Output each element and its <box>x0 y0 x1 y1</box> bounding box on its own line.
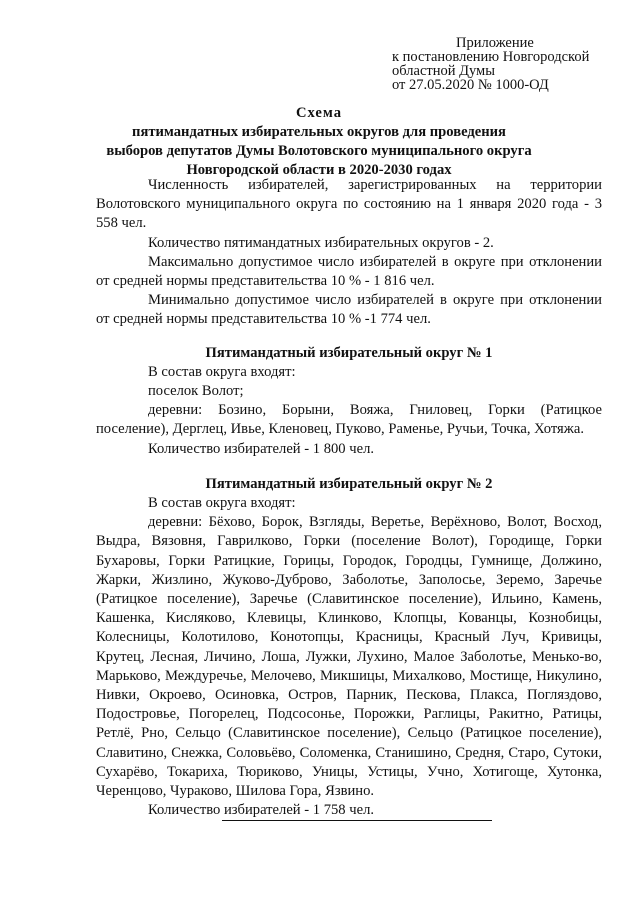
intro-min-voters: Минимально допустимое число избирателей в округе при отклонении от средней нормы представительства 10 % -1 774 чел. <box>96 292 602 328</box>
district-1-heading: Пятимандатный избирательный округ № 1 <box>205 344 493 361</box>
document-title <box>96 104 542 180</box>
intro-max-voters: Максимально допустимое число избирателей в округе при отклонении от средней нормы представительства 10 % - 1 816 чел. <box>96 253 602 290</box>
district-2-voters: Количество избирателей - 1 758 чел. <box>148 802 374 819</box>
annex-line-4: от 27.05.2020 № 1000-ОД <box>392 77 549 93</box>
title-line-3: выборов депутатов Думы Волотовского муниципального округа <box>106 143 532 159</box>
district-1-settlement: поселок Волот; <box>148 383 244 400</box>
intro-voters-total: Численность избирателей, зарегистрированных на территории Волотовского муниципального округа по состоянию на 1 января 2020 года - 3 558 чел. <box>96 177 602 232</box>
district-2-villages: деревни: Бёхово, Борок, Взгляды, Веретье, Верёхново, Волот, Восход, Выдра, Вязовня, Гаврилково, Горки (поселение Волот), Городище, Горки Бухаровы, Горки Ратицкие, Горицы, Городок, Городцы, Гумнище, Должино, Жарки, Жизлино, Жуково-Дуброво, Заболотье, Заполосье, Зеремо, Заречье (Ратицкое поселение), Заречье (Славитинское поселение), Ильино, Камень, Кашенка, Кисляково, Клевицы, Клинково, Клопцы, Кованцы, Кознобицы, Колесницы, Колотилово, Конотопцы, Красницы, Красный Луч, Кривицы, Крутец, Лесная, Личино, Лоша, Лужки, Лухино, Малое Заболотье, Менько-во, Марьково, Междуречье, Мелочево, Микшицы, Михалково, Мостище, Никулино, Нивки, Окроево, Осиновка, Остров, Парник, Пескова, Плакса, Погляздово, Подостровье, Погорелец, Подсосонье, Порожки, Раглицы, Ракитно, Ратицы, Ретлё, Рно, Сельцо (Славитинское поселение), Сельцо (Ратицкое поселение), Славитино, Снежка, Соловьёво, Соломенка, Станишино, Средня, Старо, Сутоки, Сухарёво, Токариха, Тюриково, Уницы, Устицы, Учно, Хотигоще, Хутонка, Черенцово, Чураково, Шилова Гора, Язвино. <box>96 514 602 800</box>
annex-line-3: областной Думы <box>392 63 495 79</box>
intro-districts-count: Количество пятимандатных избирательных округов - 2. <box>148 234 494 251</box>
district-2-heading: Пятимандатный избирательный округ № 2 <box>205 475 493 492</box>
district-1-composition: В состав округа входят: <box>148 363 296 380</box>
title-line-4: Новгородской области в 2020-2030 годах <box>186 162 452 178</box>
district-2-composition: В состав округа входят: <box>148 495 296 512</box>
annex-line-1: Приложение <box>456 35 534 51</box>
district-1-voters: Количество избирателей - 1 800 чел. <box>148 440 374 457</box>
annex-block <box>392 36 632 92</box>
document-body <box>96 176 602 821</box>
annex-line-2: к постановлению Новгородской <box>392 49 590 65</box>
title-line-1: Схема <box>295 105 343 121</box>
closing-divider <box>222 820 492 821</box>
title-line-2: пятимандатных избирательных округов для проведения <box>132 124 506 140</box>
district-1-villages: деревни: Бозино, Борыни, Вояжа, Гниловец, Горки (Ратицкое поселение), Дерглец, Ивье, Кленовец, Пуково, Раменье, Ручьи, Точка, Хотяжа. <box>96 402 602 438</box>
